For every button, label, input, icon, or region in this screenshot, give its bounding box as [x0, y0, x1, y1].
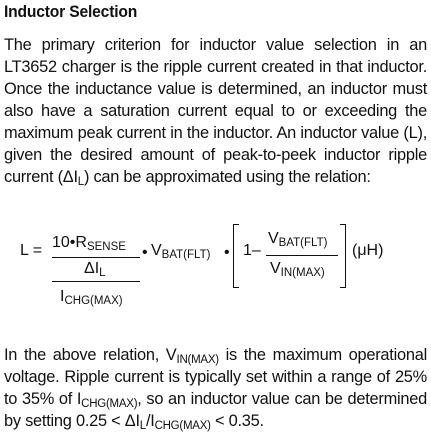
- equation-mult-1: •: [142, 244, 148, 261]
- equation-outer-numerator: $10•R_{SENSE}$: [52, 234, 126, 253]
- paragraph2-sub-2: CHG(MAX): [81, 398, 138, 410]
- inductor-equation: [0, 222, 431, 322]
- paragraph2-text-5: < 0.35.: [210, 412, 264, 430]
- paragraph2-text-2: is the maximum operational voltage. Ripple current is typically set within a range of 25% to 35% of I: [4, 346, 427, 408]
- equation-frac2-denominator: $V_{IN(MAX)}$: [270, 260, 325, 279]
- paragraph2-text-3: , so an inductor value can be determined by setting 0.25 < ΔI: [4, 390, 427, 430]
- equation-mult-2: •: [224, 244, 230, 261]
- paragraph2-text-1: In the above relation, V: [4, 346, 177, 364]
- equation-right-bracket: [340, 224, 346, 288]
- equation-one-minus: 1–: [243, 242, 261, 259]
- paragraph2-sub-1: IN(MAX): [176, 354, 219, 366]
- equation-left-bracket: [233, 224, 239, 288]
- paragraph1-tail-after: ) can be approximated using the relation:: [83, 168, 371, 186]
- paragraph-inductor-criterion: [4, 34, 427, 188]
- section-heading: Inductor Selection: [4, 2, 138, 21]
- paragraph1-tail-before: ripple current (ΔI: [4, 146, 427, 186]
- equation-outer-fraction-bar: [52, 281, 140, 282]
- paragraph1-body: The primary criterion for inductor value selection in an LT3652 charger is the ripple current created in that inductor. Once the inductance value is determined, an inductor must also have a saturation current equal to or exceeding the maximum peak current in the inductor. An inductor value (L), given the desired amount of peak-to-peek inductor: [4, 36, 427, 164]
- paragraph2-text-4: /I: [145, 412, 155, 430]
- equation-frac2-numerator: $V_{BAT(FLT)}$: [268, 230, 328, 249]
- paragraph2-sub-4: CHG(MAX): [154, 420, 211, 432]
- equation-inner-fraction-bar: [52, 257, 140, 258]
- paragraph-ripple-current: [4, 344, 427, 432]
- paragraph2-sub-3: L: [139, 420, 146, 432]
- equation-outer-denominator: $I_{CHG(MAX)}$: [60, 288, 123, 307]
- equation-lhs: L =: [20, 242, 43, 259]
- paragraph1-tail-sub: L: [77, 176, 84, 188]
- equation-vbat: $V_{BAT(FLT)}$: [151, 242, 211, 261]
- equation-unit: (μH): [352, 242, 384, 259]
- equation-frac2-bar: [266, 255, 338, 256]
- equation-inner-denominator: $\Delta I_L$: [84, 260, 106, 279]
